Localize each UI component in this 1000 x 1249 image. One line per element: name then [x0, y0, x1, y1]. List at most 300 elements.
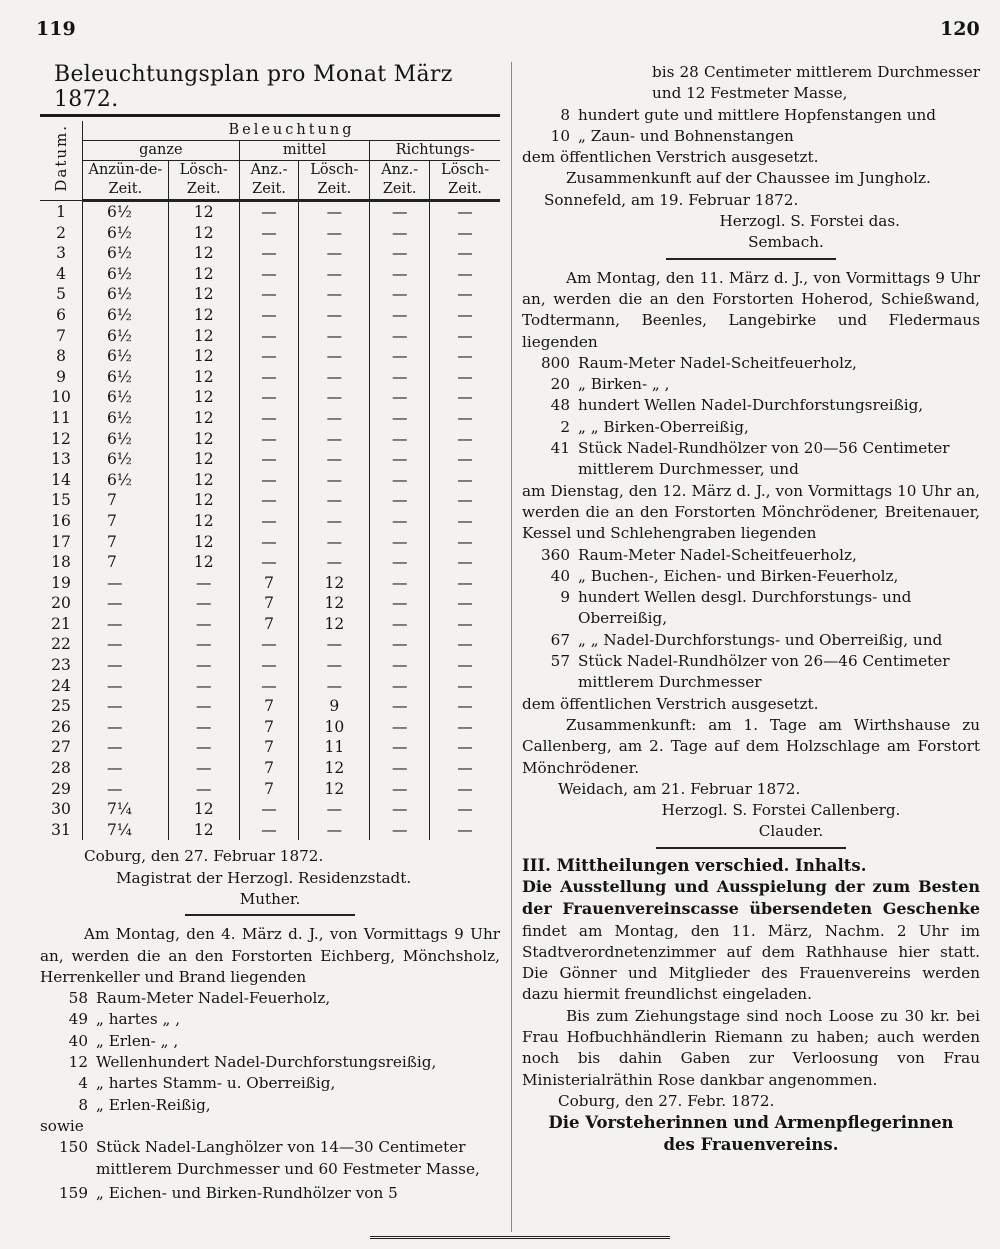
- time-cell: —: [107, 697, 123, 716]
- date-cell: 5: [40, 284, 83, 305]
- time-cell: —: [239, 655, 299, 676]
- table-row: [40, 490, 500, 511]
- time-cell: —: [430, 758, 500, 779]
- time-cell: 12: [168, 305, 239, 326]
- time-cell: —: [239, 799, 299, 820]
- time-cell: —: [168, 655, 239, 676]
- time-cell: 12: [168, 799, 239, 820]
- time-cell: —: [299, 243, 370, 264]
- time-cell: —: [430, 614, 500, 635]
- time-cell: —: [430, 717, 500, 738]
- list-item: [522, 105, 980, 126]
- notice-intro: Am Montag, den 4. März d. J., von Vormittags 9 Uhr an, werden die an den Forstorten Eichberg, Mönchsholz, Herrenkeller und Brand liegenden: [40, 925, 500, 986]
- list-item: [522, 417, 980, 438]
- time-cell: —: [430, 326, 500, 347]
- time-cell: 6½: [107, 326, 132, 345]
- time-cell: 7: [107, 511, 117, 530]
- item-description: Wellenhundert Nadel-Durchforstungsreißig,: [96, 1053, 437, 1072]
- time-cell: 6½: [107, 305, 132, 324]
- time-cell: —: [430, 223, 500, 244]
- notice-intro: Am Montag, den 11. März d. J., von Vormittags 9 Uhr an, werden die an den Forstorten Hoherod, Schießwand, Todtermann, Beenles, Langebirke und Fledermaus liegenden: [522, 268, 980, 351]
- time-cell: 6½: [107, 347, 132, 366]
- signature: Clauder.: [758, 822, 824, 841]
- time-cell: —: [299, 449, 370, 470]
- time-cell: —: [239, 284, 299, 305]
- date-cell: 14: [40, 470, 83, 491]
- time-cell: —: [107, 676, 123, 695]
- time-cell: —: [239, 387, 299, 408]
- item-quantity: 48: [550, 396, 570, 415]
- item-quantity: 2: [560, 417, 570, 436]
- time-cell: —: [370, 511, 430, 532]
- time-cell: 12: [168, 264, 239, 285]
- time-cell: —: [430, 634, 500, 655]
- time-cell: 12: [168, 470, 239, 491]
- item-description: Raum-Meter Nadel-Scheitfeuerholz,: [578, 353, 857, 372]
- time-cell: 7¼: [107, 800, 132, 819]
- time-cell: —: [299, 408, 370, 429]
- time-cell: —: [239, 470, 299, 491]
- subheader-1: Lösch-Zeit.: [168, 161, 239, 201]
- left-column: [40, 62, 500, 1204]
- list-item: [522, 374, 980, 395]
- time-cell: —: [370, 243, 430, 264]
- item-description: Stück Nadel-Rundhölzer von 26—46 Centimeter mittlerem Durchmesser: [578, 652, 950, 692]
- time-cell: —: [430, 532, 500, 553]
- table-row: [40, 387, 500, 408]
- time-cell: —: [430, 737, 500, 758]
- time-cell: —: [299, 799, 370, 820]
- time-cell: 12: [299, 614, 370, 635]
- time-cell: 7: [239, 573, 299, 594]
- time-cell: —: [430, 305, 500, 326]
- time-cell: —: [239, 634, 299, 655]
- time-cell: 7: [239, 593, 299, 614]
- left-notice-2: [40, 924, 500, 1204]
- time-cell: —: [239, 243, 299, 264]
- item-description: „ Birken- „ ,: [578, 375, 670, 394]
- time-cell: —: [370, 552, 430, 573]
- time-cell: 6½: [107, 408, 132, 427]
- time-cell: —: [107, 759, 123, 778]
- time-cell: 7: [239, 779, 299, 800]
- time-cell: —: [168, 779, 239, 800]
- time-cell: —: [430, 346, 500, 367]
- list-item: 159 „ Eichen- und Birken-Rundhölzer von 5: [59, 1183, 398, 1202]
- subheader-2: Anz.-Zeit.: [239, 161, 299, 201]
- time-cell: —: [370, 758, 430, 779]
- time-cell: 12: [168, 346, 239, 367]
- table-row: [40, 511, 500, 532]
- place-date: Coburg, den 27. Februar 1872.: [84, 847, 324, 866]
- time-cell: 12: [168, 284, 239, 305]
- time-cell: —: [299, 387, 370, 408]
- page-number-left: 119: [36, 18, 76, 40]
- list-item: [522, 395, 980, 416]
- time-cell: 12: [168, 490, 239, 511]
- office: Magistrat der Herzogl. Residenzstadt.: [116, 868, 412, 887]
- time-cell: —: [299, 367, 370, 388]
- table-row: [40, 593, 500, 614]
- table-row: [40, 223, 500, 244]
- time-cell: —: [239, 326, 299, 347]
- table-row: [40, 799, 500, 820]
- item-description: „ „ Nadel-Durchforstungs- und Oberreißig, und: [578, 630, 943, 649]
- table-row: [40, 758, 500, 779]
- time-cell: 6½: [107, 429, 132, 448]
- list-item: [522, 566, 980, 587]
- item-quantity: 800: [541, 353, 570, 372]
- time-cell: 12: [168, 449, 239, 470]
- time-cell: —: [370, 799, 430, 820]
- time-cell: —: [107, 738, 123, 757]
- item-quantity: 9: [560, 588, 570, 607]
- time-cell: —: [239, 346, 299, 367]
- place-date: Weidach, am 21. Februar 1872.: [558, 779, 801, 798]
- group-mittel: mittel: [239, 141, 370, 161]
- signature: Muther.: [239, 890, 301, 908]
- time-cell: —: [168, 614, 239, 635]
- time-cell: —: [430, 779, 500, 800]
- item-description: Raum-Meter Nadel-Scheitfeuerholz,: [578, 545, 857, 564]
- item-quantity: 8: [560, 105, 570, 124]
- time-cell: 7: [107, 532, 117, 551]
- group-ganze: ganze: [139, 142, 183, 158]
- time-cell: —: [239, 201, 299, 223]
- date-cell: 19: [40, 573, 83, 594]
- table-row: [40, 737, 500, 758]
- time-cell: —: [239, 264, 299, 285]
- day-two: am Dienstag, den 12. März d. J., von Vormittags 10 Uhr an, werden die an den Forstorten Mönchrödener, Breitenauer, Kessel und Schlehengraben liegenden: [522, 481, 980, 543]
- date-cell: 10: [40, 387, 83, 408]
- time-cell: 12: [299, 573, 370, 594]
- time-cell: —: [370, 367, 430, 388]
- page-number-right: 120: [940, 18, 980, 40]
- date-cell: 16: [40, 511, 83, 532]
- date-cell: 18: [40, 552, 83, 573]
- time-cell: —: [370, 779, 430, 800]
- time-cell: —: [299, 490, 370, 511]
- time-cell: —: [430, 552, 500, 573]
- time-cell: —: [168, 758, 239, 779]
- date-cell: 17: [40, 532, 83, 553]
- table-row: [40, 449, 500, 470]
- table-row: [40, 305, 500, 326]
- item-description: Stück Nadel-Rundhölzer von 20—56 Centimeter mittlerem Durchmesser, und: [578, 439, 950, 479]
- time-cell: —: [239, 490, 299, 511]
- time-cell: —: [370, 634, 430, 655]
- bottom-rule: [370, 1236, 670, 1239]
- time-cell: —: [430, 470, 500, 491]
- time-cell: —: [430, 511, 500, 532]
- date-cell: 9: [40, 367, 83, 388]
- time-cell: —: [299, 470, 370, 491]
- group-richtungs: Richtungs-: [370, 141, 500, 161]
- item-quantity: 20: [550, 375, 570, 394]
- place-date: Coburg, den 27. Febr. 1872.: [558, 1091, 775, 1110]
- right-notice-1: [522, 62, 980, 254]
- time-cell: —: [370, 305, 430, 326]
- time-cell: —: [370, 223, 430, 244]
- time-cell: 6½: [107, 388, 132, 407]
- time-cell: 12: [168, 243, 239, 264]
- time-cell: —: [299, 511, 370, 532]
- date-cell: 20: [40, 593, 83, 614]
- time-cell: 7: [239, 696, 299, 717]
- date-cell: 15: [40, 490, 83, 511]
- item-description: „ hartes „ ,: [96, 1010, 181, 1029]
- time-cell: —: [430, 449, 500, 470]
- date-cell: 12: [40, 429, 83, 450]
- time-cell: 6½: [107, 450, 132, 469]
- table-row: [40, 655, 500, 676]
- date-cell: 29: [40, 779, 83, 800]
- time-cell: —: [370, 676, 430, 697]
- divider: [185, 914, 355, 916]
- date-cell: 30: [40, 799, 83, 820]
- time-cell: —: [370, 490, 430, 511]
- time-cell: —: [239, 449, 299, 470]
- time-cell: —: [370, 573, 430, 594]
- date-cell: 21: [40, 614, 83, 635]
- place-date: Sonnefeld, am 19. Februar 1872.: [544, 190, 799, 209]
- date-cell: 25: [40, 696, 83, 717]
- date-cell: 8: [40, 346, 83, 367]
- time-cell: —: [430, 573, 500, 594]
- time-cell: —: [239, 820, 299, 841]
- time-cell: 7: [239, 614, 299, 635]
- item-description: „ Erlen- „ ,: [96, 1031, 179, 1050]
- item-quantity: 40: [68, 1031, 88, 1050]
- item-quantity: 41: [550, 439, 570, 458]
- time-cell: —: [370, 346, 430, 367]
- time-cell: —: [430, 490, 500, 511]
- time-cell: —: [370, 696, 430, 717]
- section-body-2: Bis zum Ziehungstage sind noch Loose zu 30 kr. bei Frau Hofbuchhändlerin Riemann zu haben; auch werden noch bis dahin Gaben zur Verloosung von Frau Ministerialräthin Rose dankbar angenommen.: [522, 1006, 980, 1089]
- column-divider: [511, 62, 512, 1232]
- time-cell: —: [168, 573, 239, 594]
- date-cell: 24: [40, 676, 83, 697]
- table-row: [40, 573, 500, 594]
- time-cell: 10: [299, 717, 370, 738]
- time-cell: —: [370, 408, 430, 429]
- item-description: hundert Wellen desgl. Durchforstungs- und Oberreißig,: [578, 588, 912, 628]
- time-cell: 7: [107, 491, 117, 510]
- list-item: [522, 545, 980, 566]
- list-item: [522, 651, 980, 694]
- lighting-plan-table: [40, 121, 500, 840]
- subheader-4: Anz.-Zeit.: [370, 161, 430, 201]
- time-cell: 6½: [107, 223, 132, 242]
- item-description: hundert gute und mittlere Hopfenstangen und: [578, 105, 937, 124]
- time-cell: —: [168, 717, 239, 738]
- plan-title: Beleuchtungsplan pro Monat März 1872.: [40, 62, 500, 117]
- time-cell: —: [299, 552, 370, 573]
- time-cell: —: [370, 201, 430, 223]
- list-item: [40, 1009, 500, 1030]
- time-cell: —: [107, 656, 123, 675]
- time-cell: 7¼: [107, 820, 132, 839]
- time-cell: 12: [168, 511, 239, 532]
- closing-signature: Die Vorsteherinnen und Armenpflegerinnen des Frauenvereins.: [548, 1113, 954, 1154]
- list-item: [40, 1095, 500, 1116]
- time-cell: 12: [168, 201, 239, 223]
- time-cell: —: [239, 511, 299, 532]
- time-cell: —: [239, 676, 299, 697]
- table-row: [40, 552, 500, 573]
- time-cell: 7: [107, 553, 117, 572]
- time-cell: —: [107, 779, 123, 798]
- time-cell: —: [299, 223, 370, 244]
- continuation: bis 28 Centimeter mittlerem Durchmesser und 12 Festmeter Masse,: [652, 63, 980, 103]
- time-cell: —: [430, 387, 500, 408]
- meeting: Zusammenkunft auf der Chaussee im Jungholz.: [566, 169, 931, 188]
- time-cell: 6½: [107, 244, 132, 263]
- office: Herzogl. S. Forstei Callenberg.: [661, 801, 901, 820]
- time-cell: —: [430, 429, 500, 450]
- table-row: [40, 532, 500, 553]
- time-cell: —: [430, 676, 500, 697]
- time-cell: —: [239, 429, 299, 450]
- item-quantity: 67: [550, 630, 570, 649]
- time-cell: —: [168, 737, 239, 758]
- right-column: [522, 62, 980, 1155]
- item-description: „ Zaun- und Bohnenstangen: [578, 126, 794, 145]
- table-row: [40, 614, 500, 635]
- subheader-3: Lösch-Zeit.: [299, 161, 370, 201]
- time-cell: —: [299, 264, 370, 285]
- section-heading: III. Mittheilungen verschied. Inhalts.: [522, 855, 867, 875]
- time-cell: 6½: [107, 367, 132, 386]
- right-notice-2: [522, 268, 980, 843]
- item-description: „ Erlen-Reißig,: [96, 1095, 211, 1114]
- date-cell: 13: [40, 449, 83, 470]
- time-cell: —: [299, 634, 370, 655]
- time-cell: —: [370, 593, 430, 614]
- time-cell: —: [370, 655, 430, 676]
- time-cell: 12: [168, 532, 239, 553]
- sowie-text: sowie: [40, 1116, 84, 1135]
- item-description: Raum-Meter Nadel-Feuerholz,: [96, 989, 331, 1008]
- item-description: hundert Wellen Nadel-Durchforstungsreißig,: [578, 396, 924, 415]
- section-body-1: Die Ausstellung und Ausspielung der zum Besten der Frauenvereinscasse übersendeten Geschenke findet am Montag, den 11. März, Nachm. 2 Uhr im Stadtverordnetenzimmer auf dem Rathhause hier statt. Die Gönner und Mitglieder des Frauenvereins werden dazu hiermit freundlichst eingeladen.: [522, 876, 980, 1004]
- table-row: [40, 408, 500, 429]
- list-item: [522, 438, 980, 481]
- signature: Sembach.: [748, 233, 824, 252]
- time-cell: 12: [168, 408, 239, 429]
- list-item: [40, 1031, 500, 1052]
- date-cell: 6: [40, 305, 83, 326]
- time-cell: 7: [239, 737, 299, 758]
- date-header: Datum.: [40, 121, 83, 201]
- time-cell: —: [370, 264, 430, 285]
- time-cell: —: [107, 717, 123, 736]
- table-row: [40, 779, 500, 800]
- time-cell: —: [299, 284, 370, 305]
- time-cell: —: [430, 593, 500, 614]
- time-cell: —: [299, 655, 370, 676]
- time-cell: —: [299, 429, 370, 450]
- time-cell: 6½: [107, 285, 132, 304]
- list-item: [522, 126, 980, 147]
- time-cell: 9: [299, 696, 370, 717]
- list-item: [40, 1073, 500, 1094]
- table-row: [40, 264, 500, 285]
- item-quantity: 57: [550, 652, 570, 671]
- time-cell: —: [107, 614, 123, 633]
- date-cell: 7: [40, 326, 83, 347]
- table-row: [40, 326, 500, 347]
- table-row: [40, 470, 500, 491]
- list-item: [522, 630, 980, 651]
- time-cell: —: [370, 737, 430, 758]
- date-cell: 3: [40, 243, 83, 264]
- time-cell: 12: [299, 593, 370, 614]
- item-description: „ „ Birken-Oberreißig,: [578, 417, 749, 436]
- time-cell: 12: [168, 429, 239, 450]
- time-cell: 7: [239, 717, 299, 738]
- time-cell: —: [430, 243, 500, 264]
- table-row: [40, 717, 500, 738]
- item-quantity: 4: [78, 1074, 88, 1093]
- time-cell: —: [430, 201, 500, 223]
- date-cell: 22: [40, 634, 83, 655]
- table-row: [40, 346, 500, 367]
- time-cell: 12: [168, 326, 239, 347]
- office: Herzogl. S. Forstei das.: [719, 212, 900, 231]
- list-item: [522, 353, 980, 374]
- time-cell: —: [370, 449, 430, 470]
- notice-tail: dem öffentlichen Verstrich ausgesetzt.: [522, 148, 819, 167]
- time-cell: —: [168, 634, 239, 655]
- notice-tail: dem öffentlichen Verstrich ausgesetzt.: [522, 694, 819, 713]
- time-cell: —: [430, 696, 500, 717]
- table-row: [40, 243, 500, 264]
- time-cell: —: [430, 655, 500, 676]
- date-cell: 31: [40, 820, 83, 841]
- time-cell: —: [107, 573, 123, 592]
- time-cell: —: [299, 326, 370, 347]
- list-item: 150 Stück Nadel-Langhölzer von 14—30 Centimeter mittlerem Durchmesser und 60 Festmeter Masse,: [59, 1138, 480, 1178]
- time-cell: —: [299, 346, 370, 367]
- time-cell: —: [430, 264, 500, 285]
- table-row: [40, 820, 500, 841]
- list-item: [40, 988, 500, 1009]
- date-cell: 28: [40, 758, 83, 779]
- time-cell: —: [430, 820, 500, 841]
- time-cell: —: [430, 367, 500, 388]
- date-cell: 11: [40, 408, 83, 429]
- time-cell: 7: [239, 758, 299, 779]
- time-cell: —: [299, 305, 370, 326]
- time-cell: —: [370, 429, 430, 450]
- group-header: Beleuchtung: [83, 121, 501, 141]
- item-quantity: 58: [68, 989, 88, 1008]
- time-cell: —: [370, 717, 430, 738]
- time-cell: —: [239, 552, 299, 573]
- time-cell: 12: [168, 367, 239, 388]
- time-cell: —: [107, 594, 123, 613]
- table-row: [40, 201, 500, 223]
- time-cell: —: [299, 532, 370, 553]
- item-quantity: 49: [68, 1010, 88, 1029]
- time-cell: 6½: [107, 203, 132, 221]
- date-cell: 2: [40, 223, 83, 244]
- time-cell: —: [430, 408, 500, 429]
- time-cell: 11: [299, 737, 370, 758]
- item-quantity: 40: [550, 566, 570, 585]
- list-item: [40, 1052, 500, 1073]
